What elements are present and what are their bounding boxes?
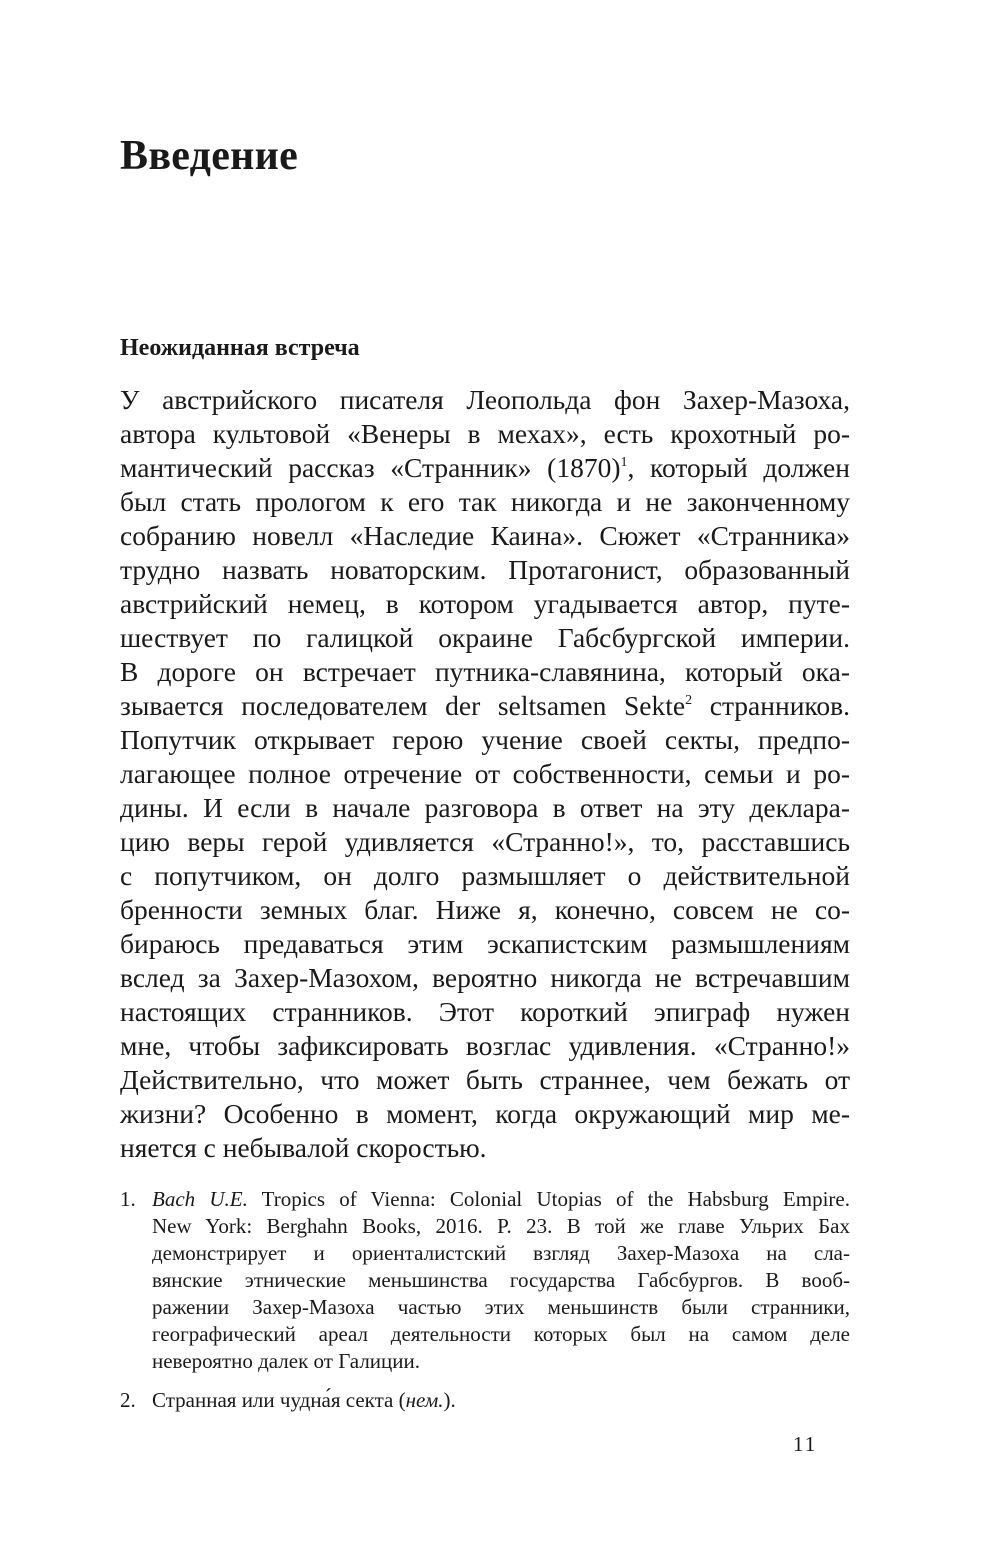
footnote-author: Bach U.E. <box>152 1187 248 1211</box>
page-number: 11 <box>793 1432 818 1456</box>
footnote-lang: нем. <box>405 1388 444 1412</box>
body-line: Попутчик открывает герою учение своей секты, предпо- <box>120 724 850 755</box>
footnote-ref-1[interactable]: 1 <box>620 455 628 470</box>
footnote-line <box>152 1387 850 1414</box>
footnotes <box>120 1186 850 1426</box>
body-line: австрийский немец, в котором угадывается автор, путе- <box>120 588 850 619</box>
body-line: жизни? Особенно в момент, когда окружающий мир ме- <box>120 1098 850 1129</box>
footnote-text <box>152 1387 850 1414</box>
footnote-1 <box>120 1186 850 1375</box>
body-line: с попутчиком, он долго размышляет о действительной <box>120 860 850 891</box>
body-line: настоящих странников. Этот короткий эпиграф нужен <box>120 996 850 1027</box>
footnote-line: вянские этнические меньшинства государства Габсбургов. В вооб- <box>152 1268 850 1292</box>
footnote-line: ражении Захер-Мазоха частью этих меньшинств были странники, <box>152 1295 850 1319</box>
body-line: мне, чтобы зафиксировать возглас удивления. «Странно!» <box>120 1030 850 1061</box>
body-paragraph <box>120 383 850 1165</box>
body-line-text: , который должен <box>627 452 850 483</box>
body-line: собранию новелл «Наследие Каина». Сюжет «Странника» <box>120 520 850 551</box>
footnote-text <box>152 1186 850 1375</box>
footnote-line: невероятно далек от Галиции. <box>152 1349 420 1373</box>
section-heading: Неожиданная встреча <box>120 335 360 361</box>
footnote-line <box>152 1186 850 1213</box>
body-line-text: зывается последователем der seltsamen Sekte <box>120 690 686 721</box>
footnote-ref-2[interactable]: 2 <box>685 693 693 708</box>
footnote-number: 1. <box>120 1187 136 1211</box>
body-line: трудно назвать новаторским. Протагонист, образованный <box>120 554 850 585</box>
body-line: няется с небывалой скоростью. <box>120 1132 487 1163</box>
footnote-line: демонстрирует и ориенталистский взгляд Захер-Мазоха на сла- <box>152 1241 850 1265</box>
footnote-line-text: Странная или чудна́я секта ( <box>152 1388 406 1412</box>
body-line-text: странников. <box>692 690 850 721</box>
body-line <box>120 689 850 723</box>
footnote-line-text: ). <box>443 1388 456 1412</box>
body-line: автора культовой «Венеры в мехах», есть крохотный ро- <box>120 418 850 449</box>
body-line: Действительно, что может быть страннее, чем бежать от <box>120 1064 850 1095</box>
body-line: бираюсь предаваться этим эскапистским размышлениям <box>120 928 850 959</box>
body-line-text: мантический рассказ «Странник» (1870) <box>120 452 621 483</box>
chapter-title: Введение <box>120 133 299 179</box>
body-line: дины. И если в начале разговора в ответ на эту деклара- <box>120 792 850 823</box>
body-line: бренности земных благ. Ниже я, конечно, совсем не со- <box>120 894 850 925</box>
body-line: вслед за Захер-Мазохом, вероятно никогда не встречавшим <box>120 962 850 993</box>
body-line: У австрийского писателя Леопольда фон Захер-Мазоха, <box>120 384 850 415</box>
body-line: лагающее полное отречение от собственности, семьи и ро- <box>120 758 850 789</box>
body-line <box>120 451 850 485</box>
footnote-line: географический ареал деятельности которых был на самом деле <box>152 1322 850 1346</box>
footnote-line: New York: Berghahn Books, 2016. P. 23. В той же главе Ульрих Бах <box>152 1214 850 1238</box>
body-line: В дороге он встречает путника-славянина, который ока- <box>120 656 850 687</box>
body-line: цию веры герой удивляется «Странно!», то, расставшись <box>120 826 850 857</box>
footnote-2 <box>120 1387 850 1414</box>
body-line: шествует по галицкой окраине Габсбургской империи. <box>120 622 850 653</box>
body-line: был стать прологом к его так никогда и не законченному <box>120 486 850 517</box>
footnote-line-text: Tropics of Vienna: Colonial Utopias of the Habsburg Empire. <box>247 1187 850 1211</box>
footnote-number: 2. <box>120 1388 136 1412</box>
